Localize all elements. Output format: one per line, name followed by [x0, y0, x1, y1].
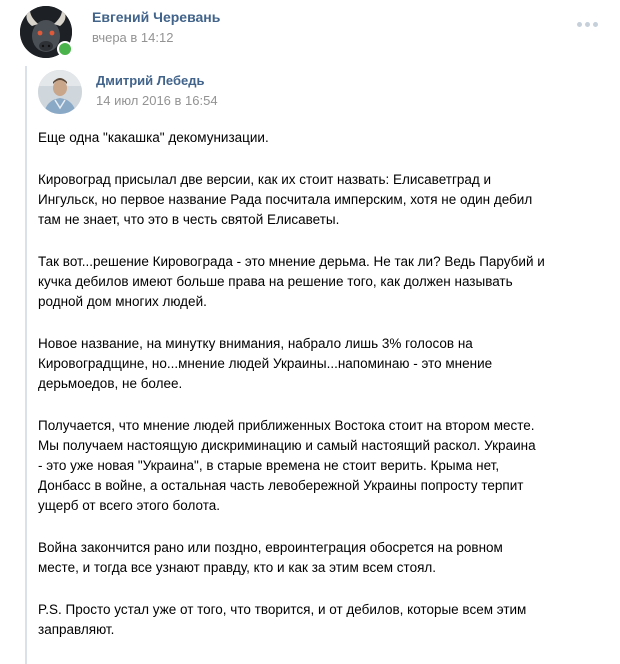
post-paragraph: Война закончится рано или поздно, евроинтеграция обосрется на ровном месте, и тогда все узнают правду, кто и как за этим всем стоял.	[38, 540, 503, 575]
online-indicator-icon	[57, 41, 73, 57]
post-paragraph: P.S. Просто устал уже от того, что творится, и от дебилов, которые всем этим заправляют.	[38, 602, 527, 637]
post-paragraph: Новое название, на минутку внимания, набрало лишь 3% голосов на Кировоградщине, но...мнение людей Украины...напоминаю - это мнение дерьмоедов, не более.	[38, 336, 493, 391]
author-avatar[interactable]	[20, 6, 72, 58]
post-paragraph: Так вот...решение Кировограда - это мнение дерьма. Не так ли? Ведь Парубий и кучка дебилов имеют больше права на решение того, как должен называть родной дом многих людей.	[38, 254, 545, 309]
repost-timestamp[interactable]: 14 июл 2016 в 16:54	[96, 93, 218, 108]
more-dots-icon[interactable]	[577, 14, 601, 32]
repost-author-name-link[interactable]: Дмитрий Лебедь	[96, 73, 205, 88]
repost-divider	[25, 66, 27, 664]
person-avatar-icon	[38, 70, 82, 114]
post-paragraph: Получается, что мнение людей приближенных Востока стоит на втором месте. Мы получаем настоящую дискриминацию и самый настоящий раскол. Украина - это уже новая "Украина", в старые времена не стоит верить. Крыма нет, Донбасс в войне, а остальная часть левобережной Украины попросту терпит ущерб от всего этого болота.	[38, 418, 536, 513]
post-paragraph: Еще одна "какашка" декомунизации.	[38, 130, 269, 145]
post-timestamp[interactable]: вчера в 14:12	[92, 30, 174, 45]
author-name-link[interactable]: Евгений Черевань	[92, 9, 221, 25]
post-text	[38, 128, 598, 662]
repost-author-avatar[interactable]	[38, 70, 82, 114]
post-paragraph: Кировоград присылал две версии, как их стоит назвать: Елисаветград и Ингульск, но первое название Рада посчитала имперским, хотя не один дебил там не знает, что это в честь святой Елисаветы.	[38, 172, 533, 227]
